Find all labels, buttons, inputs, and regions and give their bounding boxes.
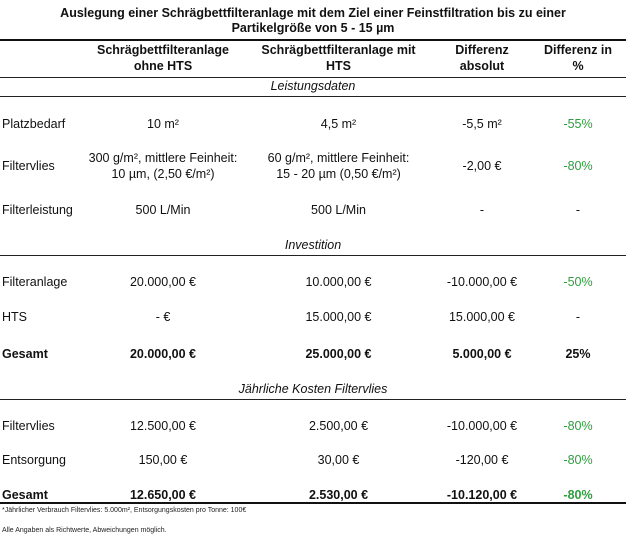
cell-entsorgung-ohne: 150,00 € bbox=[138, 453, 188, 467]
cell-filtervlies-kosten-pct: -80% bbox=[563, 419, 593, 433]
section-rule-kosten bbox=[0, 399, 626, 400]
row-label-gesamt-kosten: Gesamt bbox=[2, 488, 48, 502]
row-label-filteranlage: Filteranlage bbox=[2, 275, 68, 289]
section-leistungsdaten: Leistungsdaten bbox=[270, 79, 356, 93]
row-label-filterleistung: Filterleistung bbox=[2, 203, 73, 217]
document-title bbox=[0, 6, 626, 36]
cell-platzbedarf-abs: -5,5 m² bbox=[462, 117, 502, 131]
section-investition: Investition bbox=[284, 238, 342, 252]
cell-platzbedarf-mit: 4,5 m² bbox=[320, 117, 357, 131]
cell-filterleistung-ohne: 500 L/Min bbox=[135, 203, 191, 217]
cell-gesamt-inv-ohne: 20.000,00 € bbox=[129, 347, 197, 361]
cell-filtervlies-abs: -2,00 € bbox=[462, 159, 502, 173]
section-rule-investition bbox=[0, 255, 626, 256]
footnote-richtwerte: Alle Angaben als Richtwerte, Abweichungen möglich. bbox=[2, 527, 167, 534]
cell-gesamt-inv-pct: 25% bbox=[565, 347, 591, 361]
cell-filterleistung-mit: 500 L/Min bbox=[311, 203, 366, 217]
section-rule-leistung bbox=[0, 96, 626, 97]
row-label-platzbedarf: Platzbedarf bbox=[2, 117, 66, 131]
row-label-gesamt-investition: Gesamt bbox=[2, 347, 48, 361]
header-mit-hts: Schrägbettfilteranlage mit HTS bbox=[261, 43, 416, 73]
cell-hts-mit: 15.000,00 € bbox=[305, 310, 372, 324]
cell-filtervlies-ohne: 300 g/m², mittlere Feinheit: 10 µm, (2,50 €/m²) bbox=[88, 151, 238, 181]
cell-filtervlies-kosten-ohne: 12.500,00 € bbox=[129, 419, 197, 433]
row-label-filtervlies: Filtervlies bbox=[2, 159, 55, 173]
header-differenz-prozent: Differenz in % bbox=[543, 43, 613, 73]
cell-entsorgung-abs: -120,00 € bbox=[455, 453, 509, 467]
title-line-2: Partikelgröße von 5 - 15 µm bbox=[231, 21, 395, 35]
cell-filteranlage-pct: -50% bbox=[563, 275, 593, 289]
row-label-entsorgung: Entsorgung bbox=[2, 453, 66, 467]
cell-gesamt-kosten-mit: 2.530,00 € bbox=[308, 488, 369, 502]
cell-gesamt-inv-mit: 25.000,00 € bbox=[305, 347, 372, 361]
cell-gesamt-kosten-pct: -80% bbox=[563, 488, 593, 502]
cell-filtervlies-kosten-abs: -10.000,00 € bbox=[446, 419, 518, 433]
cell-platzbedarf-pct: -55% bbox=[563, 117, 593, 131]
cell-filtervlies-kosten-mit: 2.500,00 € bbox=[308, 419, 369, 433]
header-ohne-hts: Schrägbettfilteranlage ohne HTS bbox=[97, 43, 229, 73]
cell-filteranlage-ohne: 20.000,00 € bbox=[129, 275, 197, 289]
cell-filteranlage-mit: 10.000,00 € bbox=[305, 275, 372, 289]
header-differenz-absolut: Differenz absolut bbox=[455, 43, 509, 73]
footnote-verbrauch: *Jährlicher Verbrauch Filtervlies: 5.000m², Entsorgungskosten pro Tonne: 100€ bbox=[2, 507, 247, 514]
cell-filterleistung-abs: - bbox=[479, 203, 485, 217]
row-label-filtervlies-kosten: Filtervlies bbox=[2, 419, 55, 433]
cell-filteranlage-abs: -10.000,00 € bbox=[446, 275, 518, 289]
section-jaehrliche-kosten: Jährliche Kosten Filtervlies bbox=[238, 382, 388, 396]
cell-hts-abs: 15.000,00 € bbox=[448, 310, 516, 324]
cell-gesamt-kosten-ohne: 12.650,00 € bbox=[129, 488, 197, 502]
cell-filtervlies-mit: 60 g/m², mittlere Feinheit: 15 - 20 µm (0,50 €/m²) bbox=[267, 151, 410, 181]
top-rule bbox=[0, 39, 626, 41]
cell-entsorgung-mit: 30,00 € bbox=[317, 453, 360, 467]
row-label-hts: HTS bbox=[2, 310, 27, 324]
cell-platzbedarf-ohne: 10 m² bbox=[147, 117, 179, 131]
cell-hts-pct: - bbox=[575, 310, 581, 324]
cell-gesamt-inv-abs: 5.000,00 € bbox=[452, 347, 512, 361]
cell-gesamt-kosten-abs: -10.120,00 € bbox=[446, 488, 518, 502]
title-line-1: Auslegung einer Schrägbettfilteranlage mit dem Ziel einer Feinstfiltration bis zu einer bbox=[60, 6, 566, 20]
bottom-rule bbox=[0, 502, 626, 504]
cell-entsorgung-pct: -80% bbox=[563, 453, 593, 467]
cell-hts-ohne: - € bbox=[155, 310, 171, 324]
cell-filtervlies-pct: -80% bbox=[563, 159, 593, 173]
cell-filterleistung-pct: - bbox=[575, 203, 581, 217]
